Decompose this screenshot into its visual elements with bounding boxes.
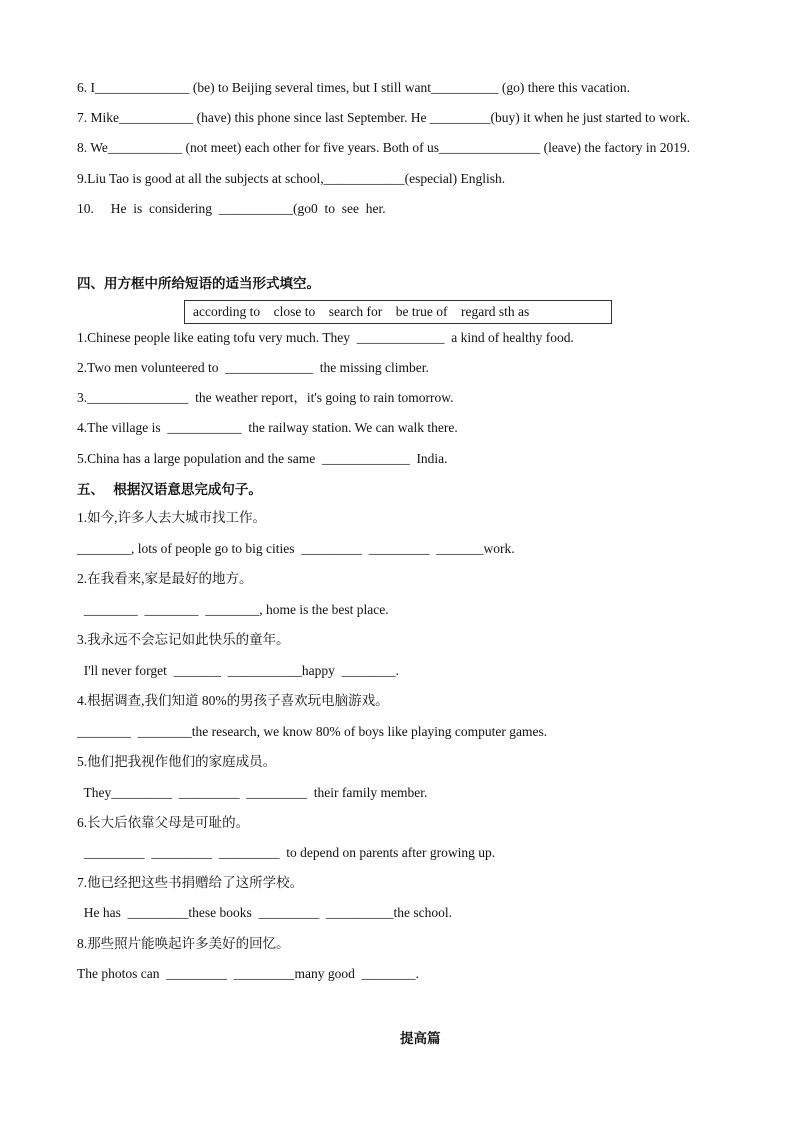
section5-question-2-chinese: 2.在我看来,家是最好的地方。 bbox=[77, 571, 253, 586]
section4-question-1: 1.Chinese people like eating tofu very much. They _____________ a kind of healthy food. bbox=[77, 330, 574, 345]
section5-question-3-english: I'll never forget _______ ___________happy ________. bbox=[77, 663, 400, 678]
section4-heading: 四、用方框中所给短语的适当形式填空。 bbox=[77, 276, 320, 292]
advanced-section-title: 提高篇 bbox=[400, 1031, 441, 1047]
section3-question-8: 8. We___________ (not meet) each other for five years. Both of us_______________ (leave) the factory in 2019. bbox=[77, 140, 691, 155]
section5-question-1-english: ________, lots of people go to big cities _________ _________ _______work. bbox=[77, 541, 515, 556]
section3-question-10: 10. He is considering ___________(go0 to see her. bbox=[77, 201, 386, 216]
section5-question-6-chinese: 6.长大后依靠父母是可耻的。 bbox=[77, 815, 250, 830]
section5-question-3-chinese: 3.我永远不会忘记如此快乐的童年。 bbox=[77, 632, 290, 647]
section5-question-5-chinese: 5.他们把我视作他们的家庭成员。 bbox=[77, 754, 277, 769]
section5-question-8-english: The photos can _________ _________many good ________. bbox=[77, 966, 419, 981]
section4-question-3: 3._______________ the weather report，it's going to rain tomorrow. bbox=[77, 390, 454, 405]
section3-question-9: 9.Liu Tao is good at all the subjects at school,____________(especial) English. bbox=[77, 171, 506, 186]
section4-question-2: 2.Two men volunteered to _____________ the missing climber. bbox=[77, 360, 429, 375]
section5-question-4-chinese: 4.根据调查,我们知道 80%的男孩子喜欢玩电脑游戏。 bbox=[77, 693, 389, 708]
section5-question-7-english: He has _________these books _________ __________the school. bbox=[77, 905, 452, 920]
section3-question-6: 6. I______________ (be) to Beijing several times, but I still want__________ (go) there this vacation. bbox=[77, 80, 631, 95]
section5-question-6-english: _________ _________ _________ to depend on parents after growing up. bbox=[77, 845, 496, 860]
section4-question-4: 4.The village is ___________ the railway station. We can walk there. bbox=[77, 420, 458, 435]
section5-question-1-chinese: 1.如今,许多人去大城市找工作。 bbox=[77, 510, 266, 525]
section3-question-7: 7. Mike___________ (have) this phone since last September. He _________(buy) it when he just started to work. bbox=[77, 110, 691, 125]
section5-question-8-chinese: 8.那些照片能唤起许多美好的回忆。 bbox=[77, 936, 290, 951]
phrase-word-box: according to close to search for be true of regard sth as bbox=[184, 300, 612, 324]
section5-question-4-english: ________ ________the research, we know 80% of boys like playing computer games. bbox=[77, 724, 548, 739]
section5-question-7-chinese: 7.他已经把这些书捐赠给了这所学校。 bbox=[77, 875, 304, 890]
section5-question-5-english: They_________ _________ _________ their family member. bbox=[77, 785, 428, 800]
section5-question-2-english: ________ ________ ________, home is the best place. bbox=[77, 602, 389, 617]
section4-question-5: 5.China has a large population and the same _____________ India. bbox=[77, 451, 448, 466]
section5-heading: 五、 根据汉语意思完成句子。 bbox=[77, 482, 262, 498]
